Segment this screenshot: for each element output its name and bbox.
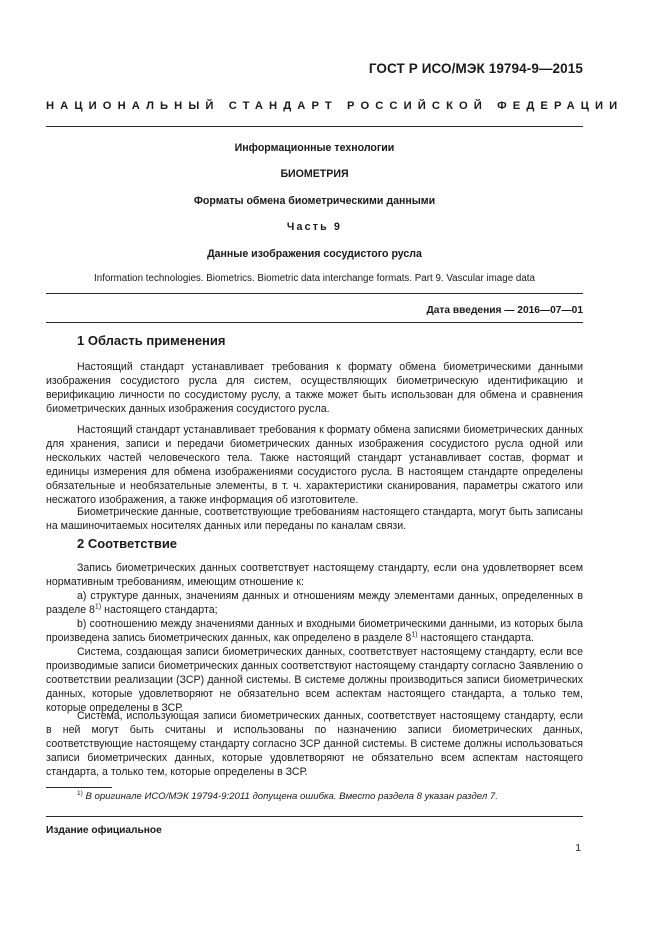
- date-rule: [46, 322, 583, 323]
- section-2-paragraph-1: Запись биометрических данных соответствует настоящему стандарту, если она удовлетворяет всем нормативным требованиям, имеющим отношение к:: [46, 562, 583, 589]
- english-title: Information technologies. Biometrics. Biometric data interchange formats. Part 9. Vascular image data: [94, 273, 535, 284]
- footnote-ref-a: 1): [94, 603, 102, 611]
- section-1-heading: 1 Область применения: [77, 333, 226, 348]
- footnote: [77, 790, 498, 802]
- section-2-heading: 2 Соответствие: [77, 536, 178, 551]
- section-2-paragraph-4: Система, создающая записи биометрических данных, соответствует настоящему стандарту, если все производимые записи биометрических данных соответствуют настоящему стандарту согласно Заявлению о соответствии реализации (ЗСР) данной системы. В системе должны производиться записи биометрических данных, которые удовлетворяют не обязательно всем аспектам настоящего стандарта, а только тем, которые определены в ЗСР.: [46, 646, 583, 715]
- header-rule: [46, 126, 583, 127]
- section-2-item-b: [46, 617, 583, 645]
- section-2-paragraph-5: Система, использующая записи биометрических данных, соответствует настоящему стандарту, если в ней могут быть считаны и использованы по назначению записи биометрических данных, соответствующие настоящему стандарту согласно ЗСР данной системы. В системе должны использоваться записи биометрических данных, которые удовлетворяют не обязательно всем аспектам настоящего стандарта, а только тем, которые определены в ЗСР.: [46, 710, 583, 779]
- title-rule: [46, 293, 583, 294]
- footnote-text: В оригинале ИСО/МЭК 19794-9:2011 допущена ошибка. Вместо раздела 8 указан раздел 7.: [82, 791, 498, 803]
- item-a-text: а) структуре данных, значениям данных и отношениям между элементами данных, определенных в разделе 8: [46, 590, 583, 617]
- title-line-biometrics: БИОМЕТРИЯ: [280, 168, 349, 180]
- footer-rule: [46, 816, 583, 817]
- item-b-tail: настоящего стандарта.: [417, 632, 534, 645]
- page-number: 1: [575, 843, 581, 854]
- standard-code: ГОСТ Р ИСО/МЭК 19794-9—2015: [368, 61, 583, 76]
- footnote-mark: 1): [77, 790, 83, 797]
- official-edition-label: Издание официальное: [46, 825, 162, 836]
- section-2-item-a: [46, 589, 583, 617]
- footnote-ref-b: 1): [411, 631, 418, 639]
- item-b-text: b) соотношению между значениями данных и входными биометрическими данными, из которых была произведена запись биометрических данных, как определено в разделе 8: [46, 618, 583, 645]
- national-standard-banner: НАЦИОНАЛЬНЫЙ СТАНДАРТ РОССИЙСКОЙ ФЕДЕРАЦИИ: [46, 100, 624, 112]
- footnote-separator: [46, 787, 112, 788]
- item-a-tail: настоящего стандарта;: [101, 604, 218, 617]
- section-1-paragraph-2: Настоящий стандарт устанавливает требования к формату обмена записями биометрических данных для хранения, записи и передачи биометрических данных изображения сосудистого русла одной или нескольких частей человеческого тела. Также настоящий стандарт устанавливает состав, формат и единицы измерения для обмена изображениями сосудистого русла. В настоящем стандарте определены обязательные и необязательные элементы, в т. ч. характеристики сканирования, параметры сжатого или несжатого изображения, а также информация об изготовителе.: [46, 424, 583, 507]
- introduction-date: Дата введения — 2016—07—01: [426, 305, 583, 316]
- title-line-vascular: Данные изображения сосудистого русла: [207, 248, 422, 260]
- section-1-paragraph-3: Биометрические данные, соответствующие требованиям настоящего стандарта, могут быть записаны на машиночитаемых носителях данных или переданы по каналам связи.: [46, 506, 583, 533]
- title-line-formats: Форматы обмена биометрическими данными: [193, 195, 436, 207]
- title-part: Часть 9: [286, 221, 343, 233]
- title-line-it: Информационные технологии: [234, 142, 395, 154]
- section-1-paragraph-1: Настоящий стандарт устанавливает требования к формату обмена биометрическими данными изображения сосудистого русла для систем, осуществляющих биометрическую идентификацию и верификацию личности по сосудистому руслу, а также может быть использован для обмена и сравнения биометрических данных изображения сосудистого русла.: [46, 361, 583, 416]
